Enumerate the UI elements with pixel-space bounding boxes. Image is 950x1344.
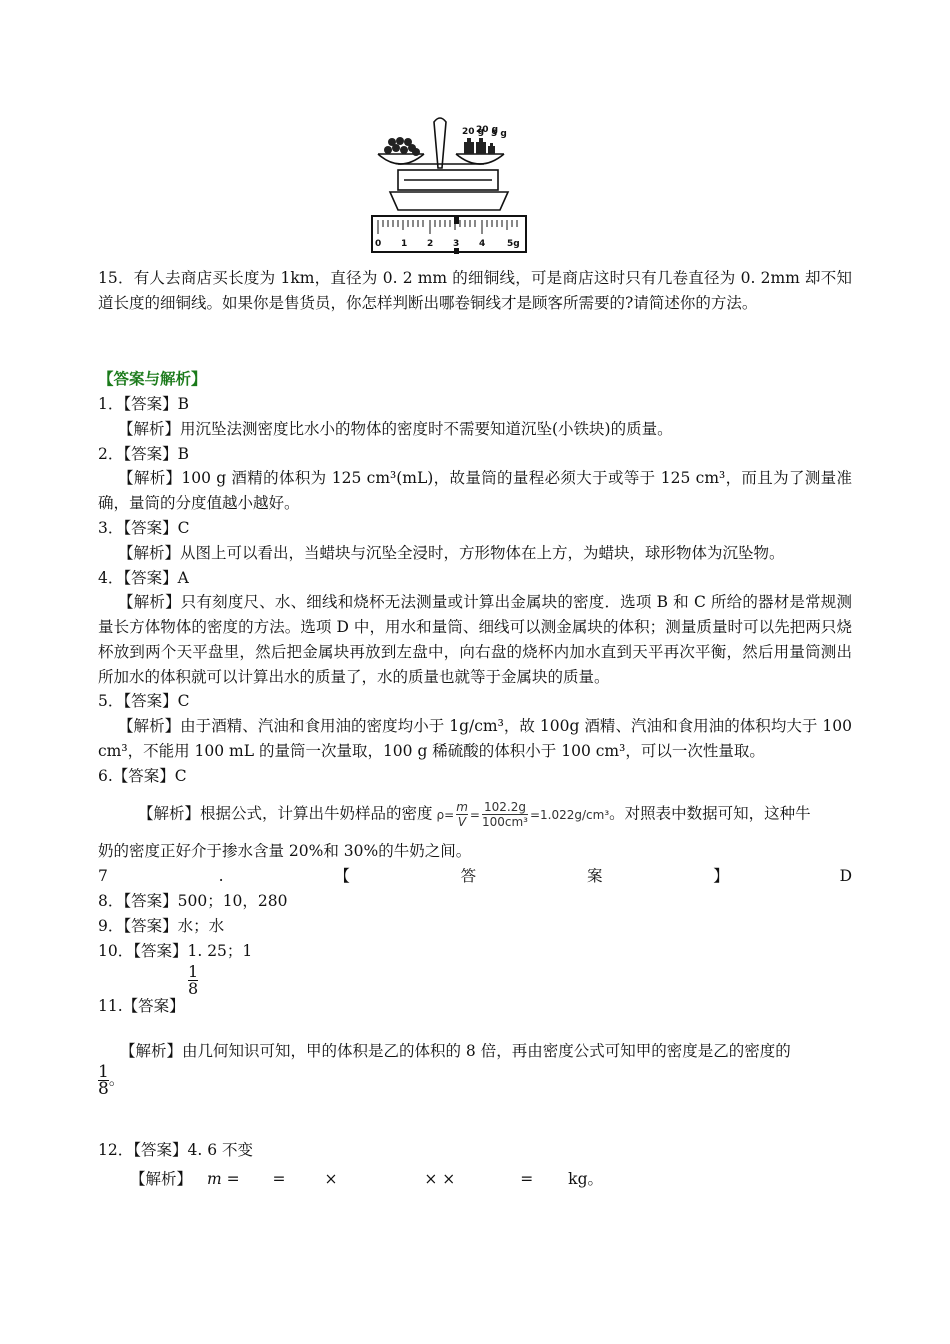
- scale-label-0: 0: [375, 239, 382, 249]
- explanation-6-line2: 奶的密度正好介于掺水含量 20%和 30%的牛奶之间。: [98, 842, 472, 860]
- answer-12: 12．【答案】4. 6 不变: [98, 1141, 253, 1159]
- explanation-12-label: 【解析】: [130, 1170, 193, 1188]
- balance-scale-drawing: [368, 112, 532, 258]
- answer-7-part: 案: [586, 867, 603, 885]
- answer-2: 2．【答案】B: [98, 445, 190, 463]
- answer-7-part: .: [218, 867, 224, 885]
- answer-7-part: D: [839, 867, 852, 885]
- formula-12-m: m =: [206, 1170, 240, 1188]
- answer-6: 6.【答案】C: [98, 767, 187, 785]
- weights-in-right-pan: [464, 138, 495, 154]
- answer-7: [98, 865, 852, 887]
- weight-label-3: 5 g: [491, 129, 507, 139]
- formula-num: 102.2g: [483, 800, 526, 814]
- formula-v: V: [457, 815, 467, 829]
- answers-heading: 【答案与解析】: [98, 369, 207, 388]
- question-15: 15．有人去商店买长度为 1km，直径为 0. 2 mm 的细铜线，可是商店这时只有几卷直径为 0. 2mm 却不知道长度的细铜线。如果你是售货员，你怎样判断出哪卷铜线才是顾客所需要的?请简述你的方法。: [98, 269, 852, 312]
- fraction-numerator: 1: [188, 962, 199, 981]
- answer-3: 3．【答案】C: [98, 519, 190, 537]
- masses-in-left-pan: [384, 137, 420, 156]
- explanation-6-post: 。对照表中数据可知，这种牛: [609, 804, 811, 823]
- fraction-denominator-2: 8: [98, 1079, 109, 1099]
- weight-label-2: 20 g: [476, 125, 499, 135]
- answer-11: 11.【答案】: [98, 997, 185, 1015]
- answer-7-part: 7: [98, 867, 108, 885]
- answer-8: 8．【答案】500；10，280: [98, 892, 288, 910]
- formula-rho: ρ=: [436, 807, 455, 822]
- fraction-numerator-2: 1: [98, 1062, 109, 1082]
- answer-11-fraction: [188, 964, 198, 997]
- density-formula: ρ= $\frac{m}{V}$ = $\frac{102.2g}{\text{100cm³}}$ =1.022g/cm³: [436, 800, 610, 829]
- rider-top: [454, 216, 459, 224]
- answer-7-part: 】: [713, 867, 729, 885]
- scale-ticks: [378, 220, 517, 234]
- explanation-6: [138, 800, 811, 829]
- scale-label-1: 1: [401, 239, 408, 249]
- answer-10: 10．【答案】1. 25；1: [98, 942, 253, 960]
- answer-5: 5．【答案】C: [98, 692, 190, 710]
- weight-label-1: 20 g: [462, 127, 485, 137]
- fraction-denominator: 8: [188, 979, 199, 998]
- explanation-12: [130, 1168, 603, 1190]
- scale-label-2: 2: [427, 239, 434, 249]
- answer-7-part: 【: [334, 867, 350, 885]
- explanation-3: 【解析】从图上可以看出，当蜡块与沉坠全浸时，方形物体在上方，为蜡块，球形物体为沉坠物。: [118, 544, 785, 562]
- explanation-5: [98, 714, 852, 764]
- formula-m: m: [456, 800, 468, 814]
- explanation-4-text: 【解析】只有刻度尺、水、细线和烧杯无法测量或计算出金属块的密度．选项 B 和 C 所给的器材是常规测量长方体物体的密度的方法。选项 D 中，用水和量筒、细线可以测金属块的体积；测量质量时可以先把两只烧杯放到两个天平盘里，然后把金属块再放到左盘中，向右盘的烧杯内加水直到天平再次平衡，然后用量筒测出所加水的体积就可以计算出水的质量了，水的质量也就等于金属块的质量。: [98, 593, 852, 686]
- formula-12-times2: × ×: [424, 1170, 456, 1188]
- explanation-11-fraction: [98, 1064, 124, 1097]
- answer-7-part: 答: [460, 867, 477, 885]
- formula-12-eq2: =: [520, 1170, 534, 1188]
- explanation-1: 【解析】用沉坠法测密度比水小的物体的密度时不需要知道沉坠(小铁块)的质量。: [118, 420, 673, 438]
- explanation-5-text: 【解析】由于酒精、汽油和食用油的密度均小于 1g/cm³，故 100g 酒精、汽油和食用油的体积均大于 100 cm³，不能用 100 mL 的量筒一次量取，100 g 稀硫酸的体积小于 100 cm³，可以一次性量取。: [98, 717, 852, 760]
- formula-12-end: 。: [587, 1170, 604, 1188]
- explanation-11-end: 。: [108, 1070, 125, 1089]
- formula-12-times1: ×: [324, 1170, 338, 1188]
- explanation-2-text: 【解析】100 g 酒精的体积为 125 cm³(mL)，故量筒的量程必须大于或等于 125 cm³，而且为了测量准确，量筒的分度值越小越好。: [98, 469, 852, 512]
- scale-label-4: 4: [479, 239, 486, 249]
- explanation-2: [98, 466, 852, 516]
- formula-12-unit: kg: [568, 1170, 588, 1188]
- answer-9: 9．【答案】水；水: [98, 917, 225, 935]
- scale-label-3: 3: [453, 239, 460, 249]
- explanation-4: [98, 590, 852, 690]
- formula-den: 100cm³: [481, 815, 528, 829]
- explanation-11: 【解析】由几何知识可知，甲的体积是乙的体积的 8 倍，再由密度公式可知甲的密度是乙的密度的: [120, 1042, 791, 1060]
- formula-result: =1.022g/cm³: [529, 807, 610, 822]
- answer-4: 4．【答案】A: [98, 569, 189, 587]
- explanation-6-pre: 【解析】根据公式，计算出牛奶样品的密度: [138, 804, 433, 823]
- answer-1: 1．【答案】B: [98, 395, 190, 413]
- formula-12-eq1: =: [272, 1170, 286, 1188]
- balance-scale-figure: [368, 112, 532, 258]
- scale-label-5: 5g: [507, 239, 520, 249]
